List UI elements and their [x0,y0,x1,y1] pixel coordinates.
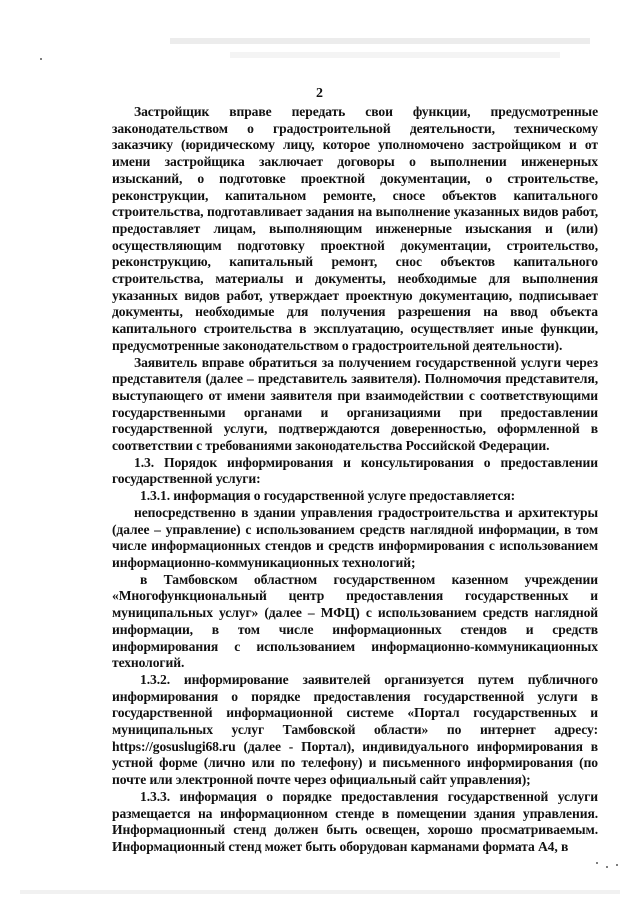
page-number: 2 [316,86,323,101]
paragraph-applicant-representative: Заявитель вправе обратиться за получением государственной услуги через представителя (далее – представитель заявителя). Полномочия представителя, выступающего от имени заявителя при взаимодействии с соответствующими государственными органами и организациями при предоставлении государственной услуги, подтверждаются доверенностью, оформленной в соответствии с требованиями законодательства Российской Федерации. [112,354,598,454]
scan-artifact-top [170,38,590,44]
document-body [112,104,598,856]
paragraph-section-1-3-2: 1.3.2. информирование заявителей организуется путем публичного информирования о порядке предоставления государственной услуги в государственной информационной системе «Портал государственных и муниципальных услуг Тамбовской области» по интернет адресу: https://gosuslugi68.ru (далее - Портал), индивидуального информирования в устной форме (лично или по телефону) и письменного информирования (по почте или электронной почте через официальный сайт управления); [112,671,598,788]
scan-speck [596,862,598,864]
scan-speck [40,58,42,60]
scan-speck [616,864,618,866]
paragraph-section-1-3-3: 1.3.3. информация о порядке предоставления государственной услуги размещается на информационном стенде в помещении здания управления. Информационный стенд должен быть освещен, хорошо просматриваемым. Информационный стенд может быть оборудован карманами формата А4, в [112,788,598,854]
paragraph-section-1-3-1: 1.3.1. информация о государственной услуге предоставляется: [140,488,516,504]
scan-speck [606,866,608,868]
paragraph-mfc: в Тамбовском областном государственном казенном учреждении «Многофункциональный центр предоставления государственных и муниципальных услуг» (далее – МФЦ) с использованием средств наглядной информации, в том числе информационных стендов и средств информирования с использованием информационно-коммуникационных технологий. [112,571,598,671]
scan-artifact-bottom [20,890,620,894]
paragraph-section-1-3: 1.3. Порядок информирования и консультирования о предоставлении государственной услуги: [112,454,598,487]
paragraph-developer-functions: Застройщик вправе передать свои функции, предусмотренные законодательством о градостроительной деятельности, техническому заказчику (юридическому лицу, которое уполномочено застройщиком и от имени застройщика заключает договоры о выполнении инженерных изысканий, о подготовке проектной документации, о строительстве, реконструкции, капитальном ремонте, сносе объектов капитального строительства, подготавливает задания на выполнение указанных видов работ, предоставляет лицам, выполняющим инженерные изыскания и (или) осуществляющим подготовку проектной документации, строительство, реконструкцию, капитальный ремонт, снос объектов капитального строительства, материалы и документы, необходимые для выполнения указанных видов работ, утверждает проектную документацию, подписывает документы, необходимые для получения разрешения на ввод объекта капитального строительства в эксплуатацию, осуществляет иные функции, предусмотренные законодательством о градостроительной деятельности). [112,104,598,353]
scan-artifact-top-2 [230,52,560,58]
paragraph-in-building: непосредственно в здании управления градостроительства и архитектуры (далее – управление) с использованием средств наглядной информации, в том числе информационных стендов и средств информирования с использованием информационно-коммуникационных технологий; [112,504,598,570]
